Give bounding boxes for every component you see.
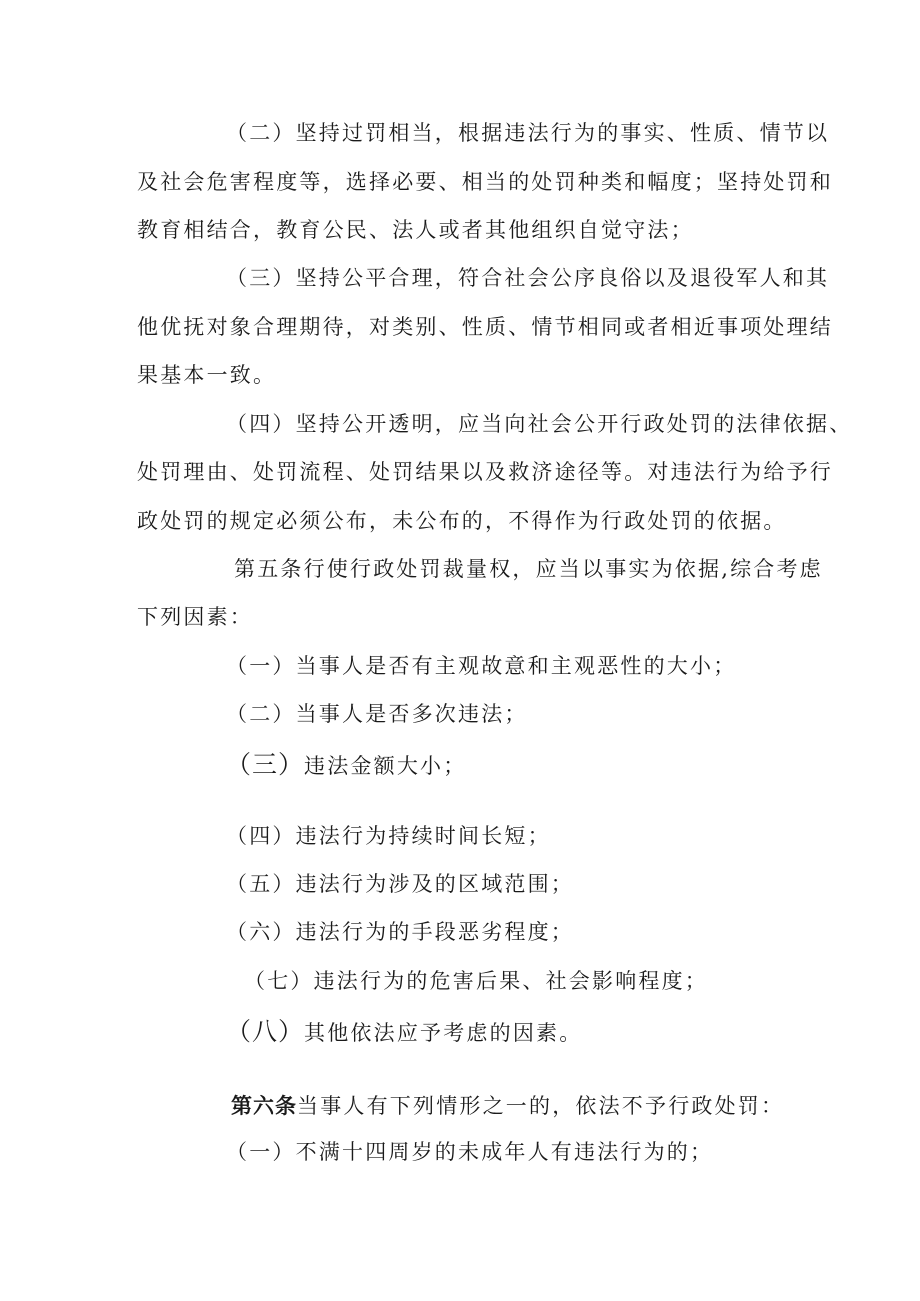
item-8-marker: （八） (226, 1017, 305, 1046)
paragraph-3-line-1: （三）坚持公平合理，符合社会公序良俗以及退役军人和其 (226, 266, 830, 290)
article-5-item-2: （二）当事人是否多次违法； (226, 702, 528, 726)
article-5-item-1: （一）当事人是否有主观故意和主观恶性的大小； (226, 654, 737, 678)
paragraph-4-line-2: 处罚理由、处罚流程、处罚结果以及救济途径等。对违法行为给予行 (137, 460, 833, 484)
article-6-intro-line (231, 1092, 784, 1120)
paragraph-3-line-3: 果基本一致。 (137, 363, 277, 387)
article-6-intro: 当事人有下列情形之一的，依法不予行政处罚： (297, 1094, 785, 1118)
article-5-item-3 (226, 751, 466, 780)
paragraph-2-line-1: （二）坚持过罚相当，根据违法行为的事实、性质、情节以 (226, 121, 830, 145)
article-5-item-4: （四）违法行为持续时间长短； (226, 824, 551, 848)
item-8-text: 其他依法应予考虑的因素。 (304, 1021, 583, 1045)
article-6-item-1: （一）不满十四周岁的未成年人有违法行为的； (226, 1140, 714, 1164)
paragraph-2-line-2: 及社会危害程度等，选择必要、相当的处罚种类和幅度；坚持处罚和 (137, 170, 833, 194)
article-6-heading: 第六条 (231, 1093, 297, 1118)
paragraph-4-line-1: （四）坚持公开透明，应当向社会公开行政处罚的法律依据、 (226, 412, 853, 436)
item-3-marker: （三） (226, 750, 305, 779)
paragraph-3-line-2: 他优抚对象合理期待，对类别、性质、情节相同或者相近事项处理结 (137, 315, 833, 339)
article-5-item-5: （五）违法行为涉及的区域范围； (226, 872, 574, 896)
article-5-line-2: 下列因素： (137, 605, 253, 629)
paragraph-2-line-3: 教育相结合，教育公民、法人或者其他组织自觉守法； (137, 218, 694, 242)
article-5-item-6: （六）违法行为的手段恶劣程度； (226, 920, 574, 944)
article-5-item-7: （七）违法行为的危害后果、社会影响程度； (244, 969, 708, 993)
item-3-text: 违法金额大小； (304, 754, 467, 778)
article-5-line-1: 第五条行使行政处罚裁量权，应当以事实为依据,综合考虑 (234, 557, 823, 581)
article-5-item-8 (226, 1018, 582, 1047)
paragraph-4-line-3: 政处罚的规定必须公布，未公布的，不得作为行政处罚的依据。 (137, 509, 787, 533)
